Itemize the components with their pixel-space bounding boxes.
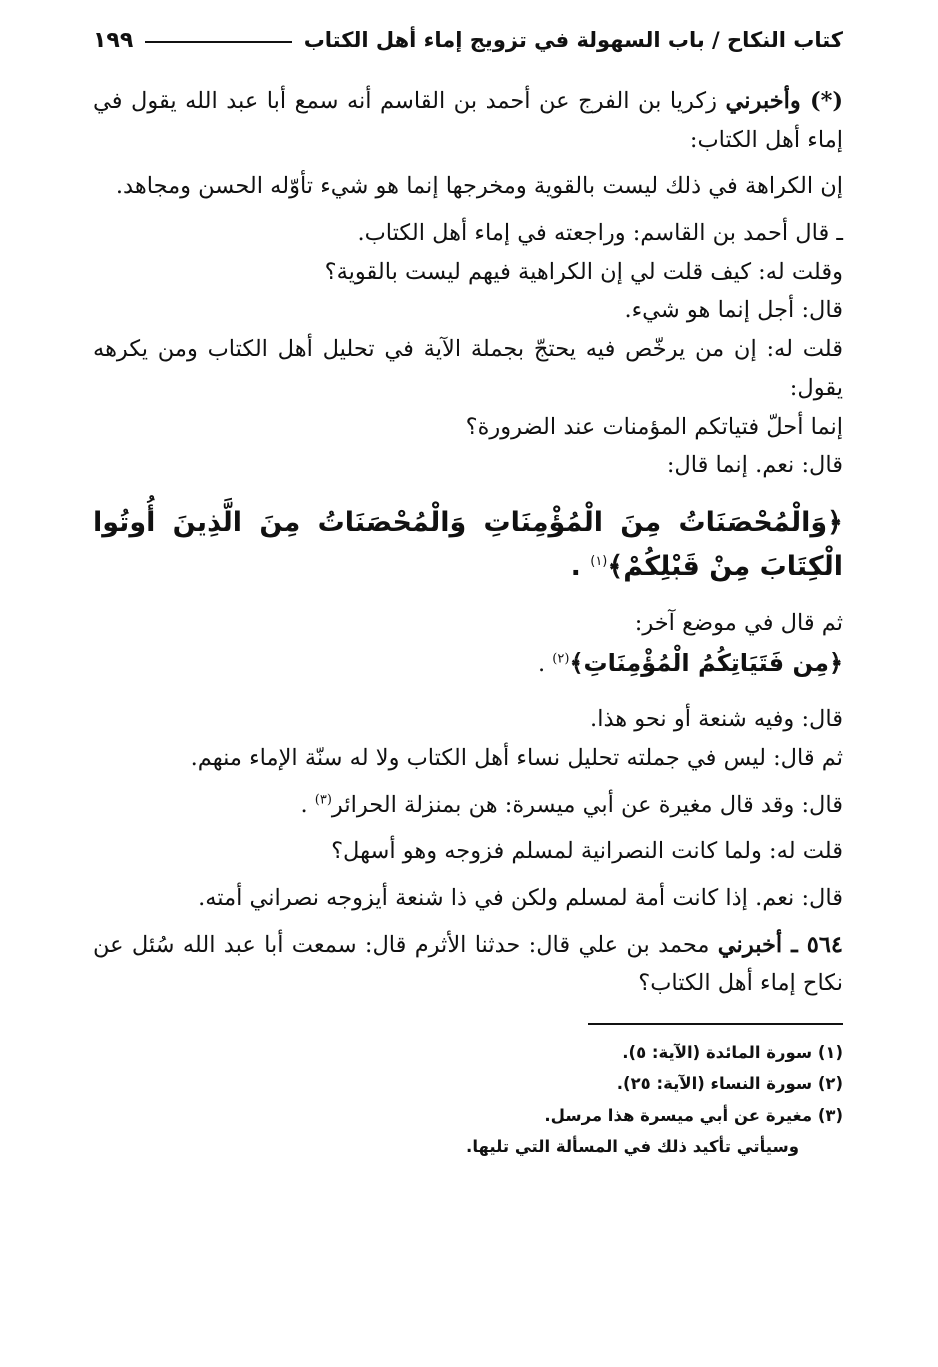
report-marker: (*) وأخبرني [725,88,843,114]
paragraph-answer-3: قال: نعم. إذا كانت أمة لمسلم ولكن في ذا شنعة أيزوجه نصراني أمته. [198,885,843,912]
paragraph-ahmad-qasim: ـ قال أحمد بن القاسم: وراجعته في إماء أهل الكتاب. [357,220,843,247]
paragraph-shuna: قال: وفيه شنعة أو نحو هذا. [590,706,843,733]
paragraph-report-intro [93,82,843,159]
page-number: ١٩٩ [93,27,134,53]
running-head-rule [145,41,291,43]
paragraph-answer-2: قال: نعم. إنما قال: [666,452,843,479]
footnote-1: (١) سورة المائدة (الآية: ٥). [622,1043,843,1063]
footnote-divider [588,1023,843,1025]
paragraph-question-3: إنما أحلّ فتياتكم المؤمنات عند الضرورة؟ [465,413,843,440]
mughira-text: قال: وقد قال مغيرة عن أبي ميسرة: هن بمنزلة الحرائر [331,791,843,818]
report-number: ٥٦٤ ـ أخبرني [717,931,844,958]
verse-text: ﴿وَالْمُحْصَنَاتُ مِنَ الْمُؤْمِنَاتِ وَالْمُحْصَنَاتُ مِنَ الَّذِينَ أُوتُوا الْكِتَابَ مِنْ قَبْلِكُمْ﴾ [93,506,843,582]
running-head-title: كتاب النكاح / باب السهولة في تزويج إماء أهل الكتاب [303,28,843,52]
paragraph-question-2: قلت له: إن من يرخّص فيه يحتجّ بجملة الآية في تحليل أهل الكتاب ومن يكرهه يقول: [93,336,843,401]
quran-verse-nisa: ﴿مِن فَتَيَاتِكُمُ الْمُؤْمِنَاتِ﴾$^{(٢)}$ . [537,649,843,678]
report-intro-text: زكريا بن الفرج عن أحمد بن القاسم أنه سمع أبا عبد الله يقول في إماء أهل الكتاب: [93,88,843,153]
paragraph-question-4: قلت له: ولما كانت النصرانية لمسلم فزوجه وهو أسهل؟ [331,838,843,865]
footnote-ref-2: (٢) [552,651,570,667]
paragraph-karaha: إن الكراهة في ذلك ليست بالقوية ومخرجها إنما هو شيء تأوّله الحسن ومجاهد. [115,173,843,200]
running-head [93,18,843,62]
paragraph-answer-1: قال: أجل إنما هو شيء. [624,297,843,324]
paragraph-question-1: وقلت له: كيف قلت لي إن الكراهية فيهم ليست بالقوية؟ [324,258,843,285]
quran-verse-maidah: ﴿وَالْمُحْصَنَاتُ مِنَ الْمُؤْمِنَاتِ وَالْمُحْصَنَاتُ مِنَ الَّذِينَ أُوتُوا الْكِتَابَ مِنْ قَبْلِكُمْ﴾$^{(١)}$ . [93,506,843,582]
footnote-3-continuation: وسيأتي تأكيد ذلك في المسألة التي تليها. [466,1137,799,1157]
paragraph-report-564 [93,926,843,1003]
paragraph-no-tahlil: ثم قال: ليس في جملته تحليل نساء أهل الكتاب ولا له سنّة الإماء منهم. [190,744,843,771]
footnote-ref-1: (١) [590,553,608,569]
footnote-3: (٣) مغيرة عن أبي ميسرة هذا مرسل. [544,1105,843,1125]
paragraph-another-place: ثم قال في موضع آخر: [634,610,843,637]
paragraph-mughira: قال: وقد قال مغيرة عن أبي ميسرة: هن بمنزلة الحرائر$^{(٣)}$ . [300,791,843,818]
footnote-ref-3: (٣) [314,792,332,808]
verse-text: ﴿مِن فَتَيَاتِكُمُ الْمُؤْمِنَاتِ﴾ [569,649,843,678]
footnotes [93,1037,843,1162]
report-564-text: محمد بن علي قال: حدثنا الأثرم قال: سمعت أبا عبد الله سُئل عن نكاح إماء أهل الكتاب؟ [93,931,843,997]
footnote-2: (٢) سورة النساء (الآية: ٢٥). [616,1074,843,1094]
